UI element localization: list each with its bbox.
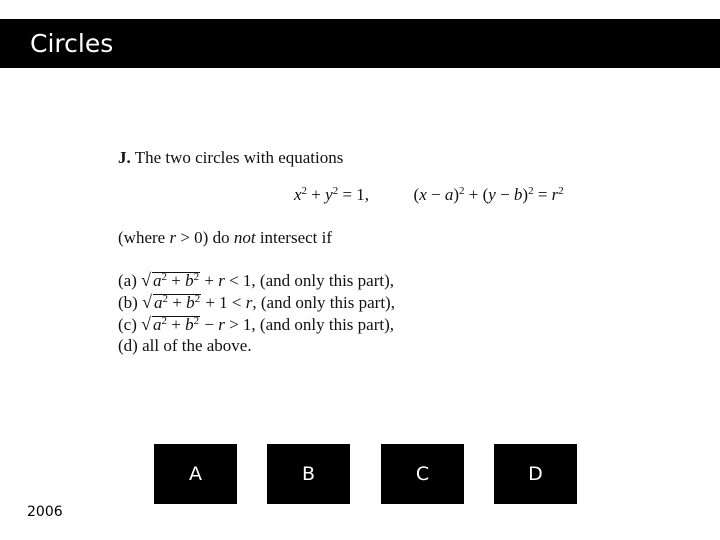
option-b (118, 291, 395, 313)
condition-emphasis: not (233, 228, 256, 247)
circle-equations (294, 185, 564, 205)
option-marker: (d) (118, 336, 138, 355)
slide-title-bar (0, 19, 720, 68)
option-d (118, 335, 395, 357)
answer-button-c[interactable]: C (381, 444, 464, 504)
equation-2: $(x - a)^2 + (y - b)^2 = r^2$ (413, 185, 564, 204)
option-a (118, 269, 395, 291)
answer-button-b[interactable]: B (267, 444, 350, 504)
option-d-text: all of the above. (142, 336, 252, 355)
condition-suffix: intersect if (259, 228, 333, 247)
option-c-formula: √ $a^2 + b^2 - r > 1$, (141, 314, 256, 334)
answer-button-a[interactable]: A (154, 444, 237, 504)
question-stem-line (118, 148, 343, 168)
question-label: J. (118, 148, 131, 167)
condition-prefix: (where r > 0) do (118, 228, 230, 247)
option-marker: (c) (118, 315, 137, 334)
slide-year: 2006 (27, 504, 63, 520)
slide-title: Circles (30, 29, 114, 58)
question-condition (118, 228, 332, 248)
option-marker: (a) (118, 271, 137, 290)
option-b-formula: √ $a^2 + b^2 + 1 < r$, (142, 292, 257, 312)
option-marker: (b) (118, 293, 138, 312)
option-a-formula: √ $a^2 + b^2 + r < 1$, (141, 270, 256, 290)
option-note: (and only this part), (259, 271, 395, 290)
equation-1: $x^2 + y^2 = 1$, (294, 185, 370, 204)
option-note: (and only this part), (259, 315, 395, 334)
question-stem: The two circles with equations (134, 148, 344, 167)
option-note: (and only this part), (260, 293, 395, 312)
answer-button-d[interactable]: D (494, 444, 577, 504)
option-list (118, 269, 395, 357)
option-c (118, 313, 395, 335)
